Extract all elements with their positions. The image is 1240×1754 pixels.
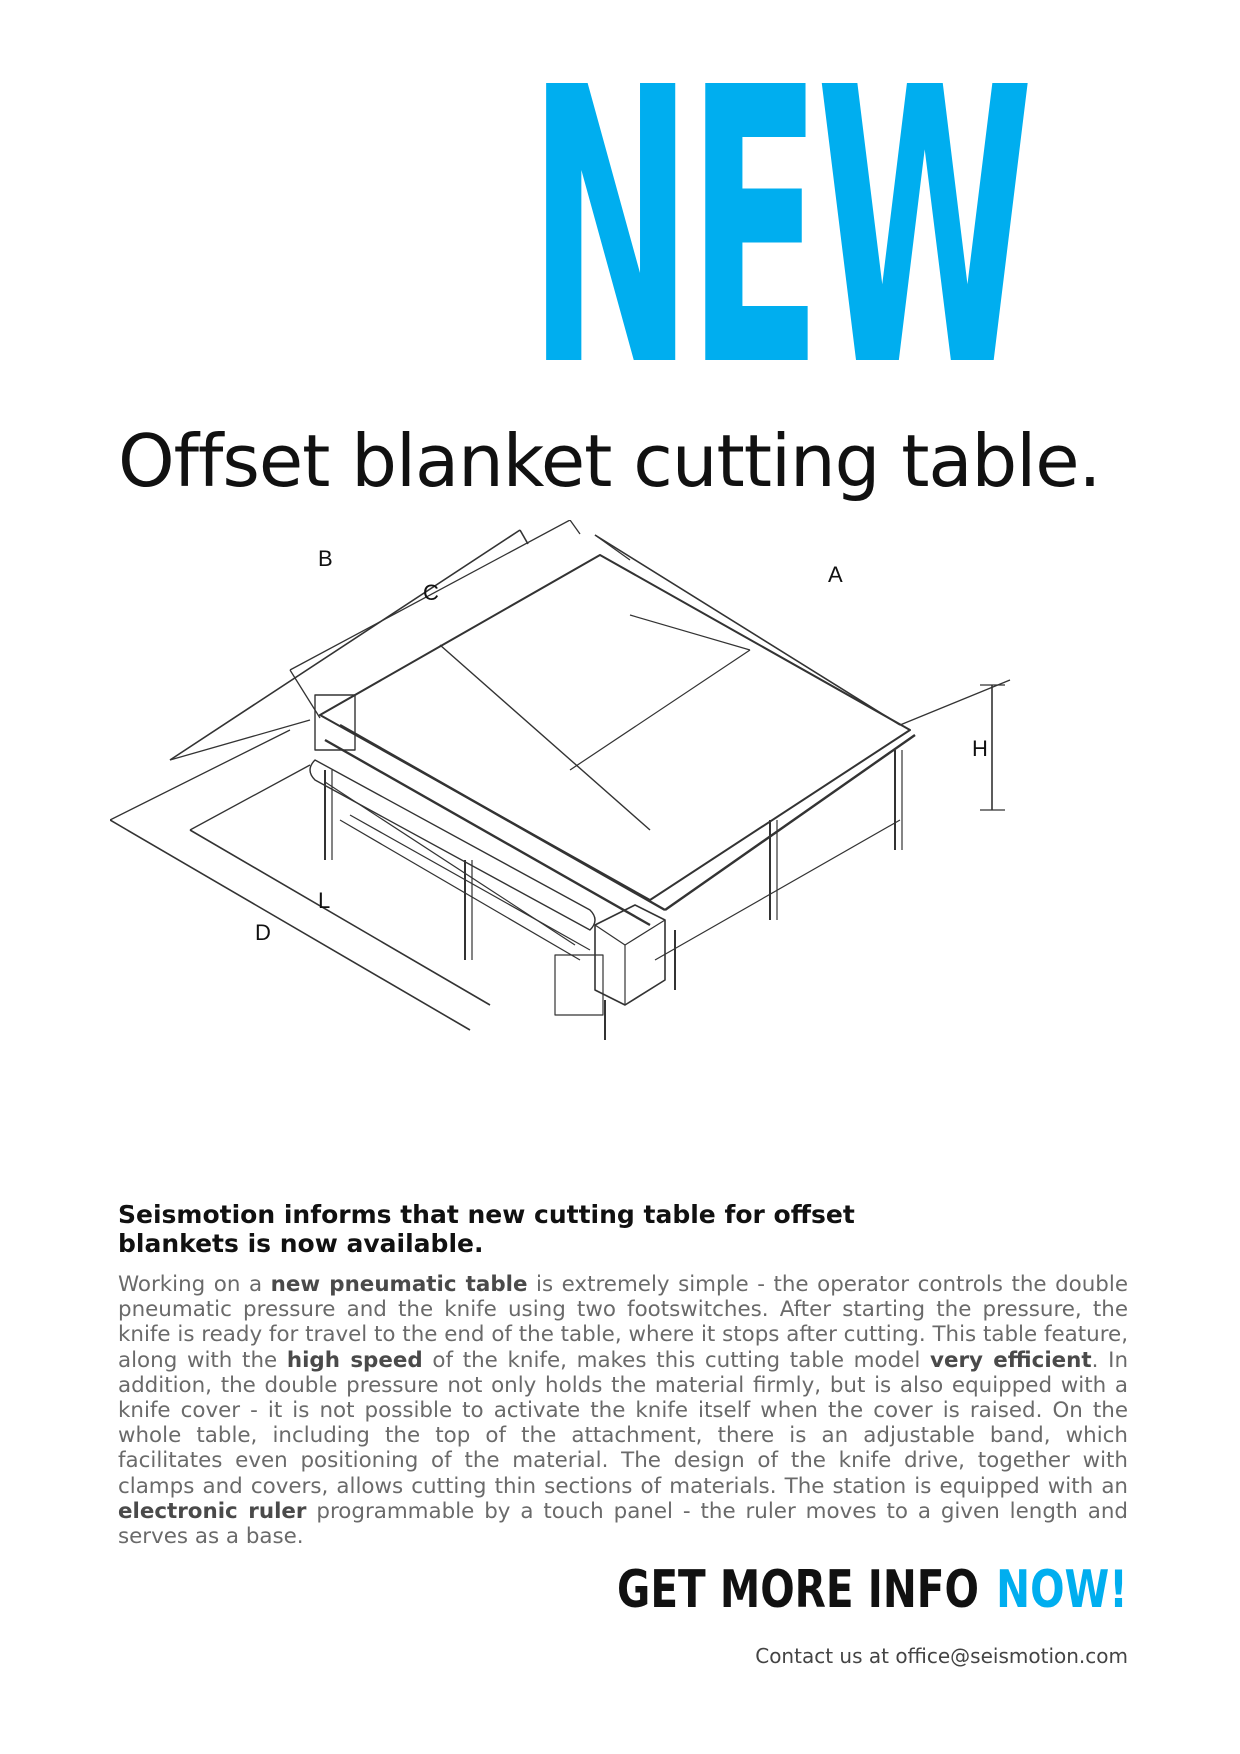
contact-line: Contact us at office@seismotion.com — [755, 1644, 1128, 1668]
cta-get-more-info: GET MORE INFO — [617, 1560, 980, 1620]
cutting-table-diagram — [110, 520, 1130, 1180]
page-title: Offset blanket cutting table. — [118, 419, 1101, 503]
cta-now: NOW! — [996, 1560, 1128, 1620]
call-to-action — [617, 1560, 1128, 1620]
headline-new: NEW — [528, 7, 1028, 450]
body-paragraph: Working on a new pneumatic table is extremely simple - the operator controls the double pneumatic pressure and the knife using two footswitches. After starting the pressure, the knife is ready for travel to the end of the table, where it stops after cutting. This table feature, along with the high speed of the knife, makes this cutting table model very efficient. In addition, the double pressure not only holds the material firmly, but is also equipped with a knife cover - it is not possible to activate the knife itself when the cover is raised. On the whole table, including the top of the attachment, there is an adjustable band, which facilitates even positioning of the material. The design of the knife drive, together with clamps and covers, allows cutting thin sections of materials. The station is equipped with an electronic ruler programmable by a touch panel - the ruler moves to a given length and serves as a base. — [118, 1272, 1129, 1550]
highlight-high-speed: high speed — [286, 1347, 423, 1373]
lead-paragraph: Seismotion informs that new cutting table for offset blankets is now available. — [118, 1200, 855, 1258]
dimension-label-l: L — [318, 888, 331, 913]
highlight-new-pneumatic-table: new pneumatic table — [270, 1272, 528, 1297]
dimension-label-h: H — [972, 736, 988, 761]
dimension-label-c: C — [423, 580, 439, 605]
dimension-label-b: B — [318, 546, 333, 571]
highlight-electronic-ruler: electronic ruler — [118, 1498, 307, 1524]
dimension-label-a: A — [828, 562, 843, 587]
dimension-label-d: D — [255, 920, 271, 945]
highlight-very-efficient: very efficient — [930, 1347, 1092, 1373]
